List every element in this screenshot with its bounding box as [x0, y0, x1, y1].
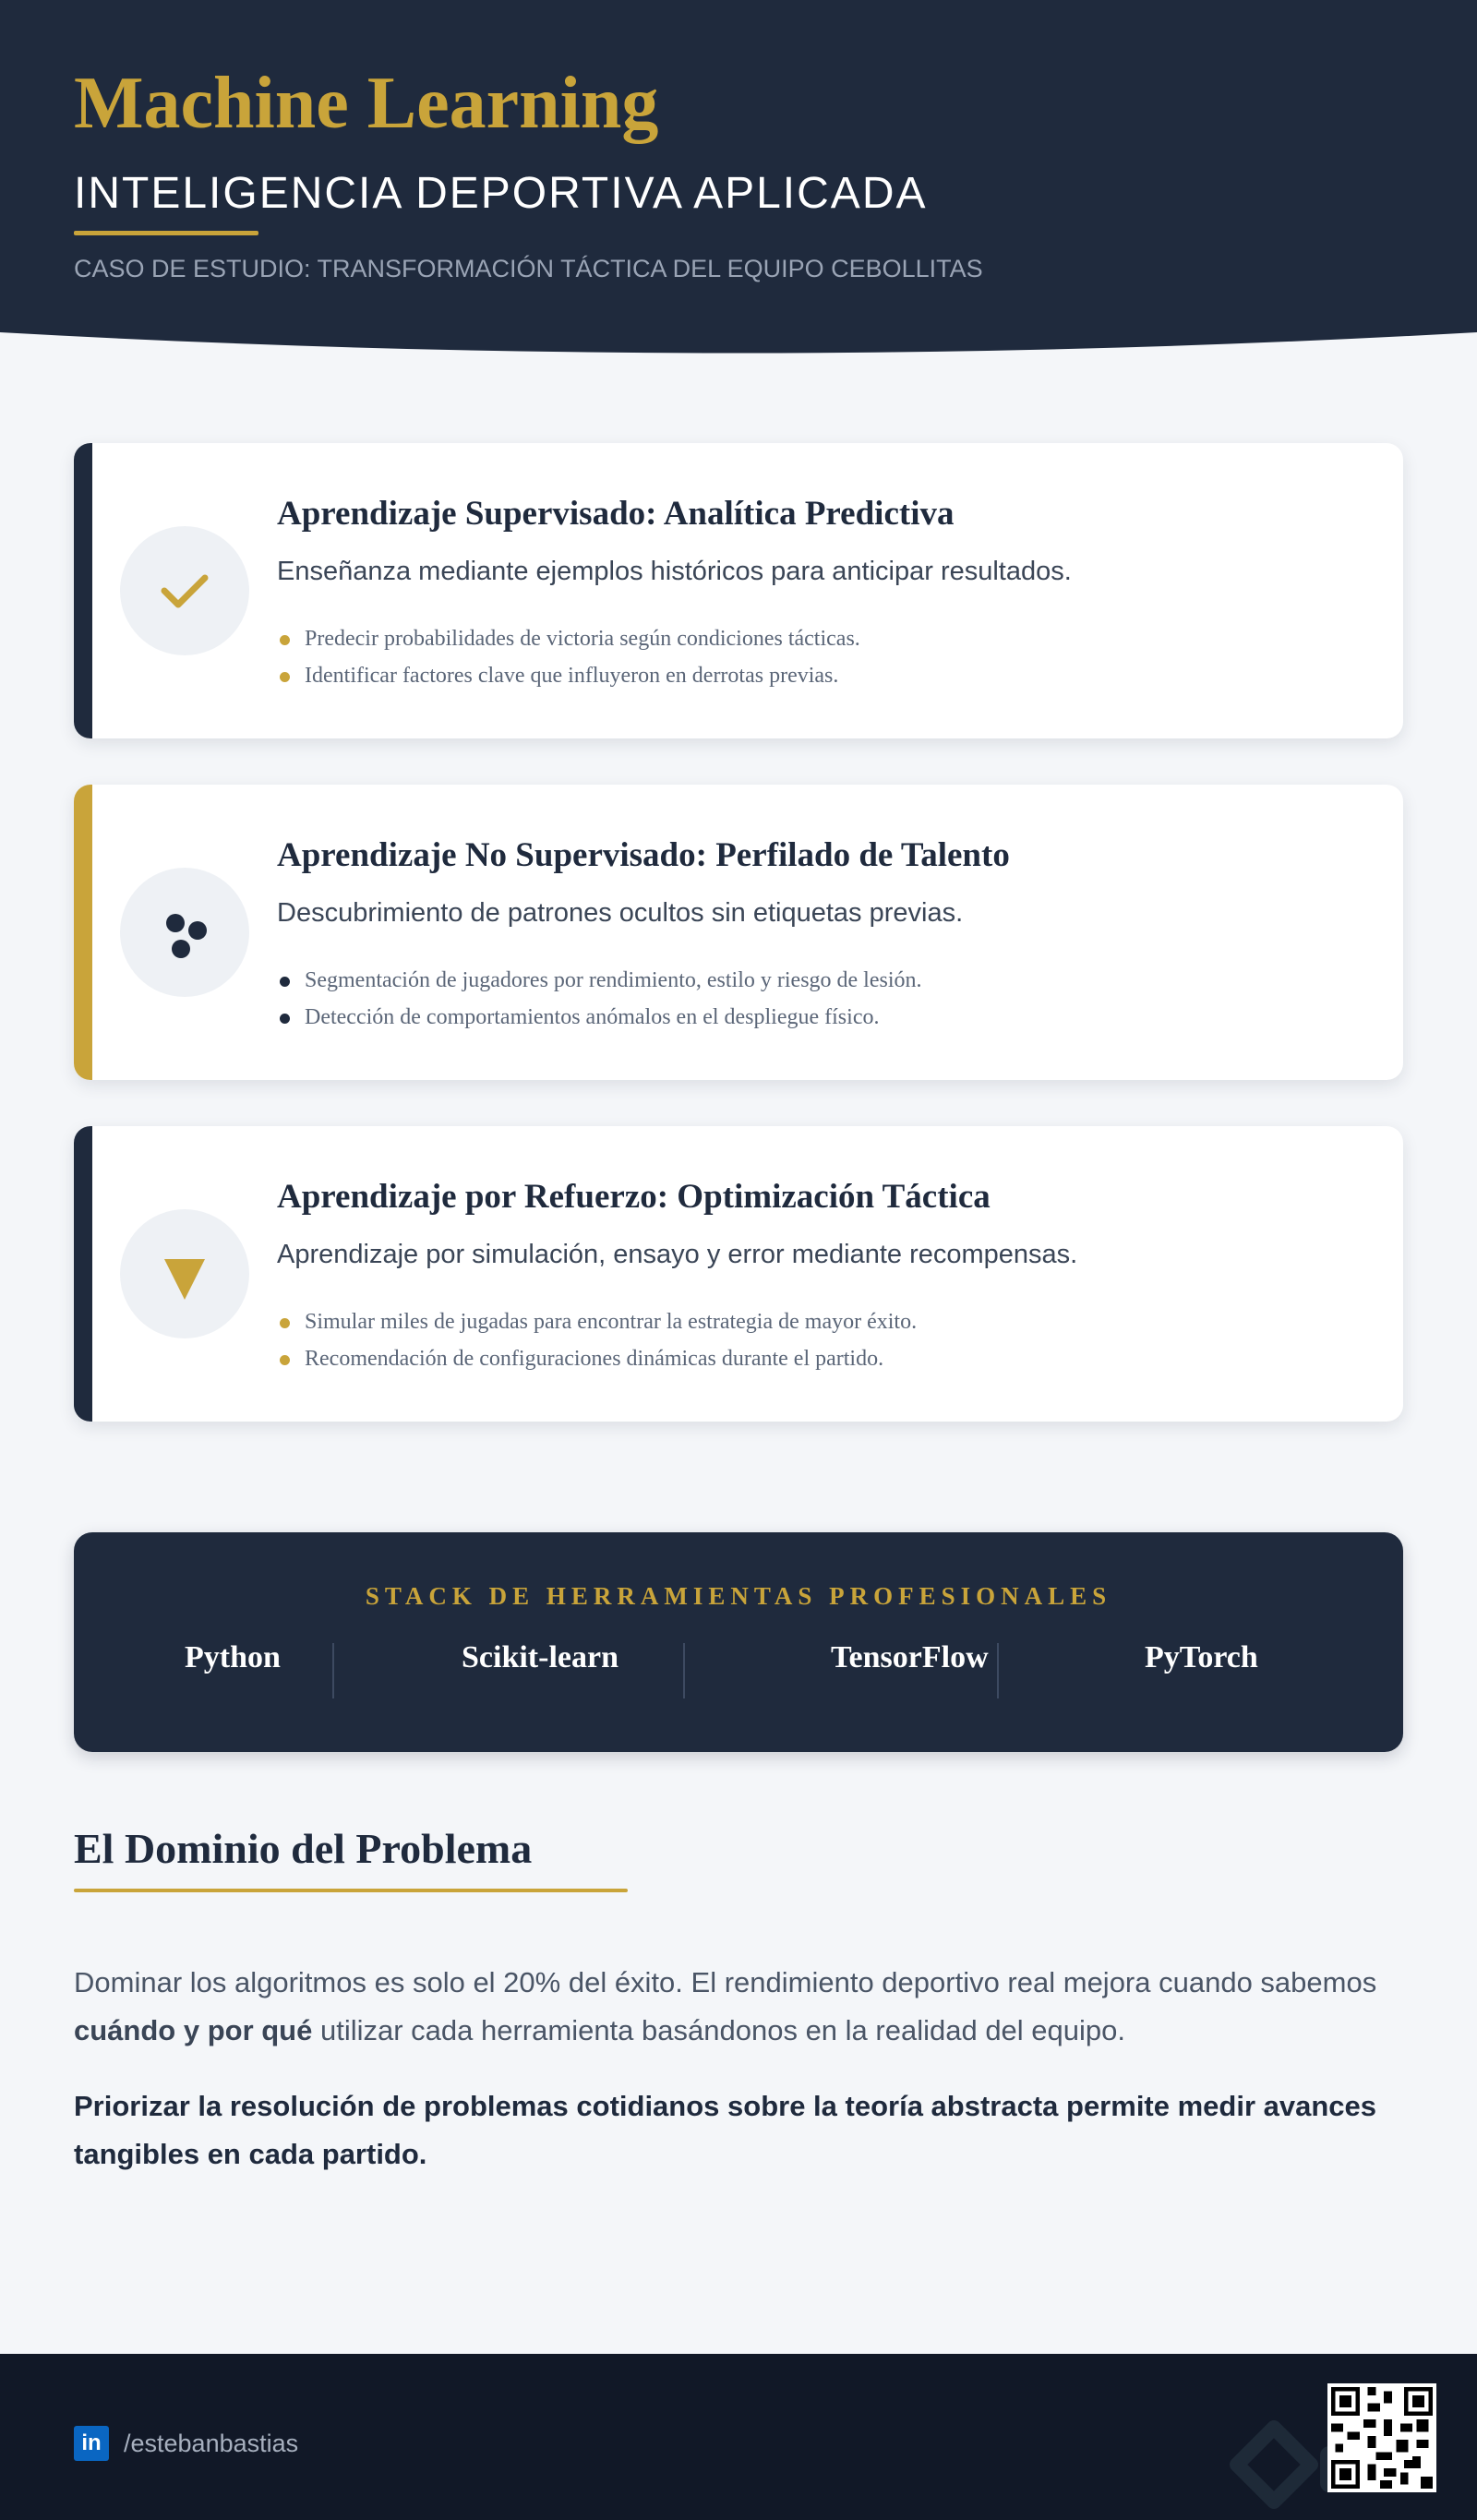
list-item	[277, 657, 860, 694]
triangle-down-icon	[120, 1209, 249, 1338]
case-study-label: CASO DE ESTUDIO: TRANSFORMACIÓN TÁCTICA DEL EQUIPO CEBOLLITAS	[74, 255, 983, 282]
cluster-dots-icon	[120, 868, 249, 997]
card-description: Enseñanza mediante ejemplos históricos para anticipar resultados.	[277, 557, 1072, 586]
section-underline	[74, 1889, 628, 1892]
bullet-dot	[280, 1318, 290, 1328]
bullet-dot	[280, 1355, 290, 1365]
domain-conclusion: Priorizar la resolución de problemas cotidianos sobre la teoría abstracta permite medir avances tangibles en cada partido.	[74, 2090, 1377, 2170]
card-accent-bar	[74, 443, 92, 738]
bullet-text: Recomendación de configuraciones dinámicas durante el partido.	[305, 1347, 884, 1371]
tool-divider	[332, 1643, 334, 1698]
card-title: Aprendizaje No Supervisado: Perfilado de Talento	[277, 836, 1010, 874]
card-bullet-list	[277, 620, 860, 694]
card-bullet-list	[277, 1303, 917, 1377]
tool-pytorch: PyTorch	[1145, 1640, 1258, 1674]
bullet-dot	[280, 635, 290, 645]
bullet-dot	[280, 672, 290, 682]
card-accent-bar	[74, 785, 92, 1080]
checkmark-icon	[120, 526, 249, 655]
emphasis-text: cuándo y por qué	[74, 2014, 313, 2046]
bullet-dot	[280, 977, 290, 987]
card-unsupervised	[74, 785, 1403, 1080]
list-item	[277, 620, 860, 657]
tool-python: Python	[185, 1640, 281, 1674]
section-title: El Dominio del Problema	[74, 1825, 533, 1872]
stack-title: STACK DE HERRAMIENTAS PROFESIONALES	[365, 1582, 1112, 1610]
linkedin-icon[interactable]: in	[74, 2426, 109, 2461]
card-description: Descubrimiento de patrones ocultos sin etiquetas previas.	[277, 898, 964, 928]
linkedin-handle-link[interactable]: /estebanbastias	[124, 2430, 299, 2457]
card-accent-bar	[74, 1126, 92, 1422]
card-title: Aprendizaje por Refuerzo: Optimización Táctica	[277, 1178, 991, 1216]
tools-stack-panel	[74, 1532, 1403, 1752]
bullet-text: Predecir probabilidades de victoria según condiciones tácticas.	[305, 627, 860, 651]
tool-tensorflow: TensorFlow	[831, 1640, 989, 1674]
header	[0, 0, 1477, 369]
list-item	[277, 1303, 917, 1340]
bullet-text: Detección de comportamientos anómalos en el despliegue físico.	[305, 1005, 880, 1029]
tool-scikit-learn: Scikit-learn	[462, 1640, 618, 1674]
card-reinforcement	[74, 1126, 1403, 1422]
bullet-text: Segmentación de jugadores por rendimiento, estilo y riesgo de lesión.	[305, 968, 922, 992]
page-title: Machine Learning	[74, 63, 659, 144]
card-supervised	[74, 443, 1403, 738]
footer	[0, 2354, 1477, 2520]
header-curve	[0, 328, 1477, 369]
subtitle-underline	[74, 231, 258, 235]
bullet-dot	[280, 1014, 290, 1024]
page-subtitle: INTELIGENCIA DEPORTIVA APLICADA	[74, 169, 928, 218]
tool-divider	[683, 1643, 685, 1698]
domain-paragraph: Dominar los algoritmos es solo el 20% del éxito. El rendimiento deportivo real mejora cuando sabemos cuándo y por qué utilizar cada herramienta basándonos en la realidad del equipo.	[74, 1966, 1377, 2046]
card-bullet-list	[277, 962, 922, 1036]
list-item	[277, 999, 922, 1036]
bullet-text: Identificar factores clave que influyeron en derrotas previas.	[305, 664, 839, 688]
tool-divider	[997, 1643, 999, 1698]
card-description: Aprendizaje por simulación, ensayo y error mediante recompensas.	[277, 1240, 1078, 1269]
qr-code-icon	[1327, 2383, 1436, 2492]
card-title: Aprendizaje Supervisado: Analítica Predictiva	[277, 495, 955, 533]
list-item	[277, 962, 922, 999]
list-item	[277, 1340, 917, 1377]
bullet-text: Simular miles de jugadas para encontrar la estrategia de mayor éxito.	[305, 1310, 918, 1334]
